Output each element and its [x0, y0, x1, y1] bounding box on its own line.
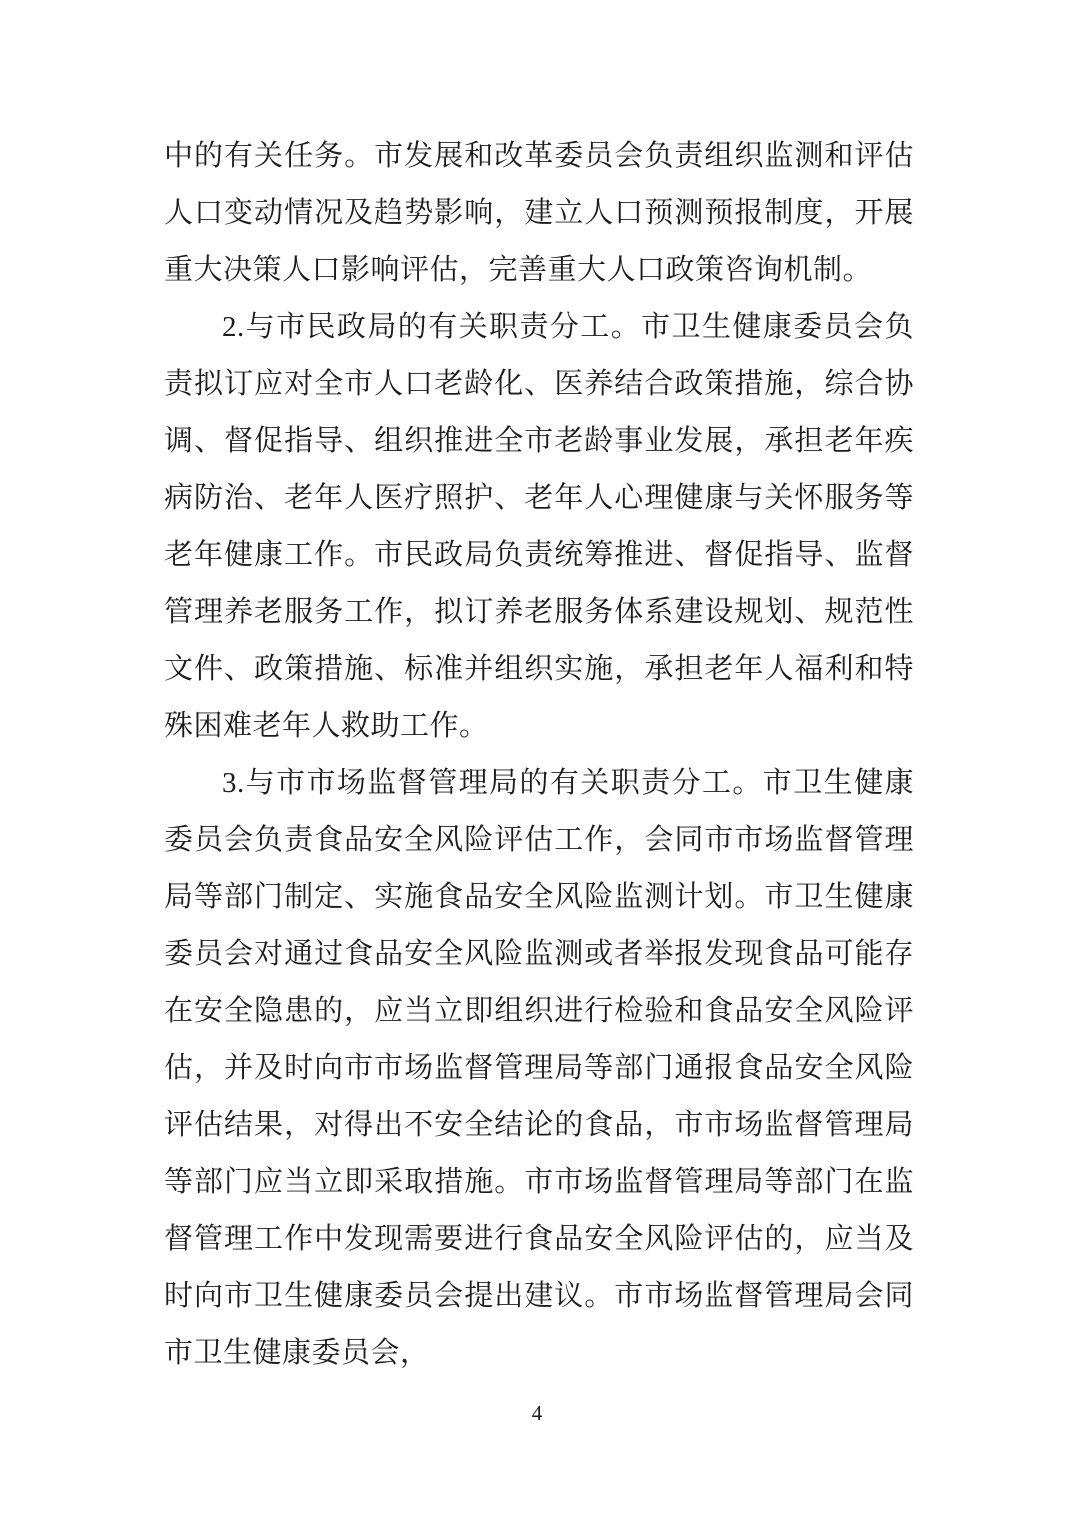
page-number: 4: [531, 1401, 543, 1425]
page-footer: [0, 1398, 1074, 1428]
document-body: [164, 128, 914, 1382]
paragraph-market-regulation-division: 3.与市市场监督管理局的有关职责分工。市卫生健康委员会负责食品安全风险评估工作，会同市市场监督管理局等部门制定、实施食品安全风险监测计划。市卫生健康委员会对通过食品安全风险监测或者举报发现食品可能存在安全隐患的，应当立即组织进行检验和食品安全风险评估，并及时向市市场监督管理局等部门通报食品安全风险评估结果，对得出不安全结论的食品，市市场监督管理局等部门应当立即采取措施。市市场监督管理局等部门在监督管理工作中发现需要进行食品安全风险评估的，应当及时向市卫生健康委员会提出建议。市市场监督管理局会同市卫生健康委员会，: [164, 767, 914, 1369]
paragraph-civil-affairs-division: 2.与市民政局的有关职责分工。市卫生健康委员会负责拟订应对全市人口老龄化、医养结合政策措施，综合协调、督促指导、组织推进全市老龄事业发展，承担老年疾病防治、老年人医疗照护、老年人心理健康与关怀服务等老年健康工作。市民政局负责统筹推进、督促指导、监督管理养老服务工作，拟订养老服务体系建设规划、规范性文件、政策措施、标准并组织实施，承担老年人福利和特殊困难老年人救助工作。: [164, 311, 914, 742]
paragraph-population-monitoring: 中的有关任务。市发展和改革委员会负责组织监测和评估人口变动情况及趋势影响，建立人口预测预报制度，开展重大决策人口影响评估，完善重大人口政策咨询机制。: [164, 140, 914, 286]
